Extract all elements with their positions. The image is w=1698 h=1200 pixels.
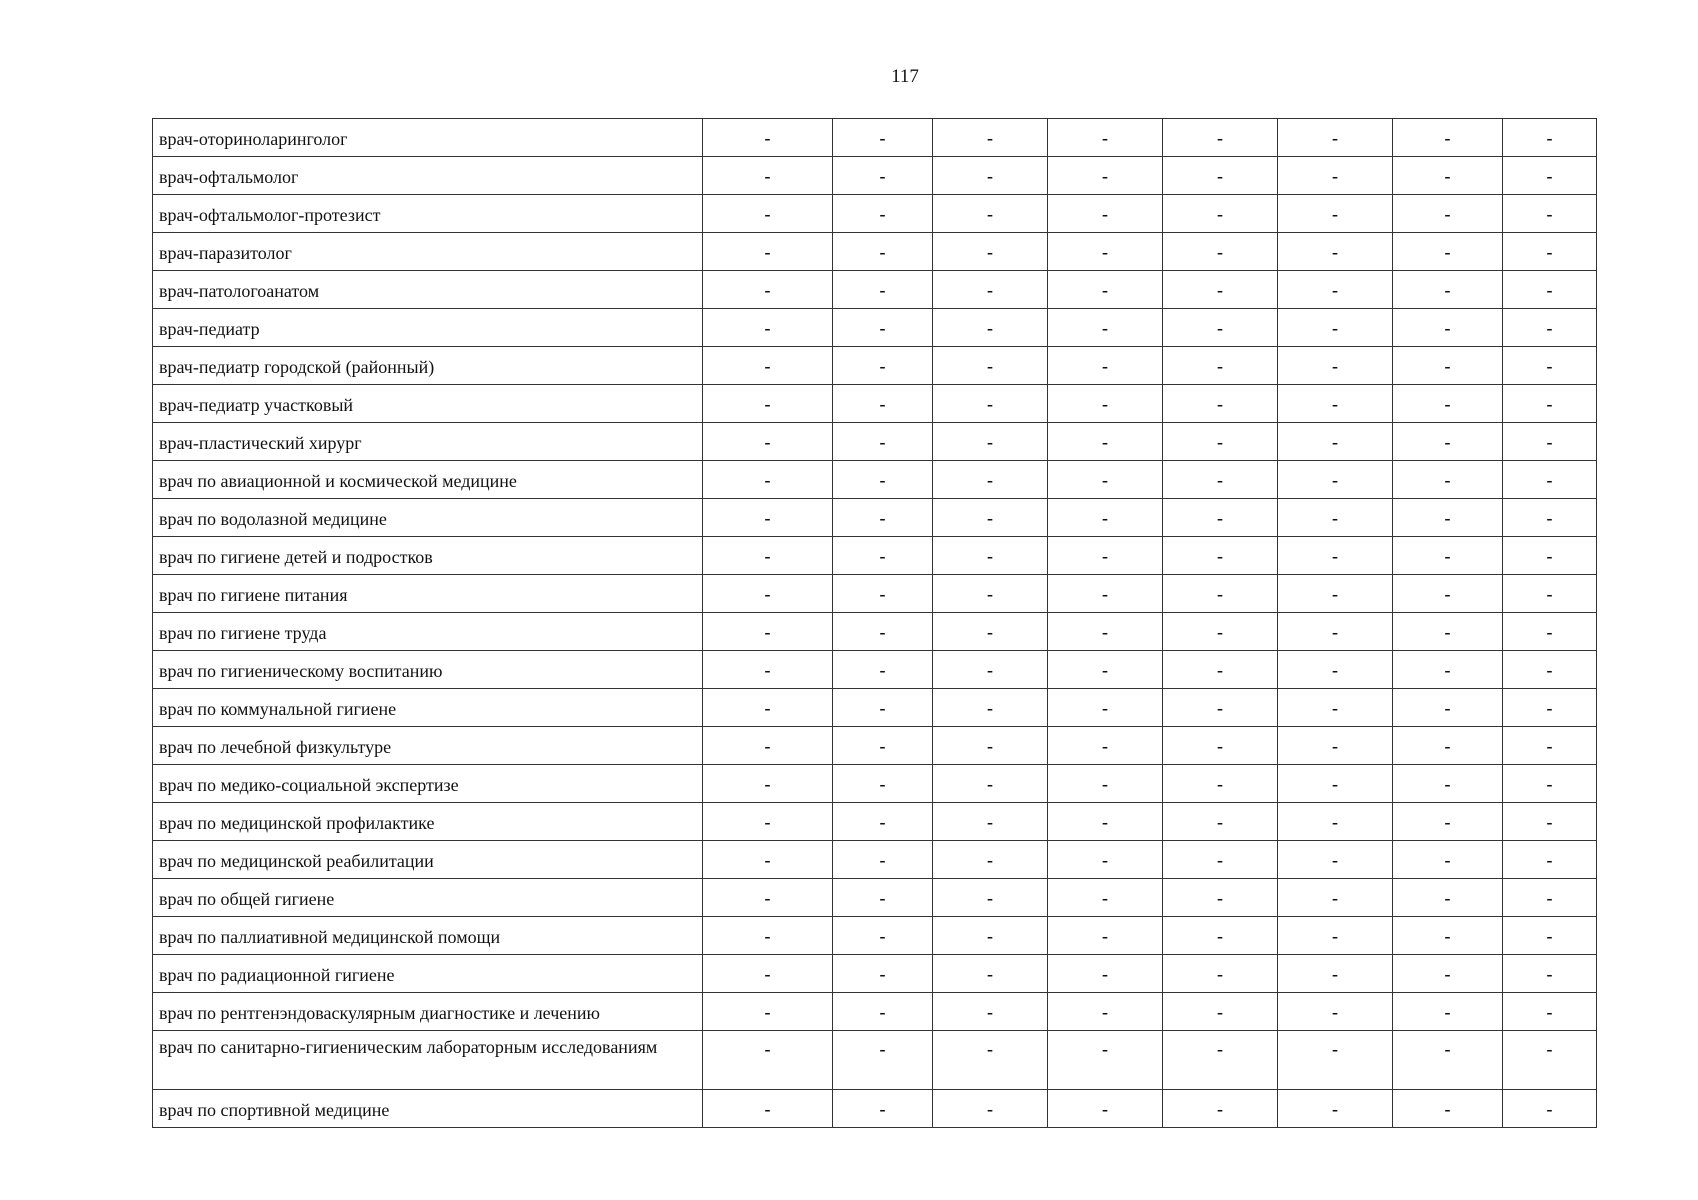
value-cell: -	[1278, 727, 1393, 765]
row-name-cell: врач по рентгенэндоваскулярным диагностике и лечению	[153, 993, 703, 1031]
value-cell: -	[1048, 765, 1163, 803]
value-cell: -	[933, 347, 1048, 385]
table-row	[153, 347, 1597, 385]
value-cell: -	[1278, 233, 1393, 271]
value-cell: -	[1503, 233, 1597, 271]
value-cell: -	[1503, 765, 1597, 803]
row-name-cell: врач по гигиеническому воспитанию	[153, 651, 703, 689]
value-cell: -	[1503, 537, 1597, 575]
value-cell: -	[933, 461, 1048, 499]
value-cell: -	[1503, 879, 1597, 917]
value-cell: -	[1048, 803, 1163, 841]
value-cell: -	[1503, 423, 1597, 461]
table-row	[153, 195, 1597, 233]
row-name-cell: врач-офтальмолог	[153, 157, 703, 195]
row-name-cell: врач по коммунальной гигиене	[153, 689, 703, 727]
value-cell: -	[1278, 955, 1393, 993]
value-cell: -	[1163, 765, 1278, 803]
value-cell: -	[1163, 233, 1278, 271]
value-cell: -	[1048, 955, 1163, 993]
value-cell: -	[933, 157, 1048, 195]
value-cell: -	[833, 917, 933, 955]
row-name-cell: врач по гигиене детей и подростков	[153, 537, 703, 575]
table-row	[153, 423, 1597, 461]
table-row	[153, 385, 1597, 423]
value-cell: -	[1393, 651, 1503, 689]
value-cell: -	[833, 955, 933, 993]
value-cell: -	[1393, 955, 1503, 993]
value-cell: -	[833, 993, 933, 1031]
value-cell: -	[1503, 157, 1597, 195]
value-cell: -	[1393, 309, 1503, 347]
value-cell: -	[703, 689, 833, 727]
value-cell: -	[1503, 1090, 1597, 1128]
value-cell: -	[1278, 347, 1393, 385]
table-row	[153, 917, 1597, 955]
value-cell: -	[1048, 689, 1163, 727]
table-row	[153, 271, 1597, 309]
value-cell: -	[703, 157, 833, 195]
value-cell: -	[833, 879, 933, 917]
value-cell: -	[933, 271, 1048, 309]
value-cell: -	[933, 1031, 1048, 1090]
value-cell: -	[1163, 879, 1278, 917]
row-name-cell: врач по водолазной медицине	[153, 499, 703, 537]
value-cell: -	[1163, 347, 1278, 385]
value-cell: -	[1393, 803, 1503, 841]
value-cell: -	[703, 613, 833, 651]
value-cell: -	[833, 423, 933, 461]
value-cell: -	[1503, 651, 1597, 689]
row-name-cell: врач по медико-социальной экспертизе	[153, 765, 703, 803]
value-cell: -	[933, 423, 1048, 461]
value-cell: -	[833, 233, 933, 271]
value-cell: -	[933, 841, 1048, 879]
value-cell: -	[703, 385, 833, 423]
value-cell: -	[1278, 195, 1393, 233]
value-cell: -	[1503, 1031, 1597, 1090]
value-cell: -	[1278, 271, 1393, 309]
value-cell: -	[833, 765, 933, 803]
value-cell: -	[1048, 917, 1163, 955]
value-cell: -	[703, 955, 833, 993]
value-cell: -	[833, 271, 933, 309]
value-cell: -	[1048, 385, 1163, 423]
value-cell: -	[1163, 309, 1278, 347]
value-cell: -	[933, 499, 1048, 537]
specialties-table	[152, 118, 1597, 1128]
value-cell: -	[1393, 271, 1503, 309]
value-cell: -	[1163, 841, 1278, 879]
value-cell: -	[1048, 1031, 1163, 1090]
value-cell: -	[1278, 651, 1393, 689]
value-cell: -	[1393, 917, 1503, 955]
table-row	[153, 1031, 1597, 1090]
value-cell: -	[1278, 461, 1393, 499]
value-cell: -	[833, 727, 933, 765]
value-cell: -	[933, 385, 1048, 423]
value-cell: -	[1393, 119, 1503, 157]
value-cell: -	[1503, 803, 1597, 841]
value-cell: -	[1503, 575, 1597, 613]
value-cell: -	[703, 651, 833, 689]
value-cell: -	[833, 499, 933, 537]
value-cell: -	[833, 537, 933, 575]
value-cell: -	[1163, 803, 1278, 841]
table-row	[153, 765, 1597, 803]
table-row	[153, 499, 1597, 537]
page-number: 117	[891, 66, 919, 87]
value-cell: -	[1278, 1031, 1393, 1090]
value-cell: -	[1393, 461, 1503, 499]
value-cell: -	[1393, 537, 1503, 575]
value-cell: -	[1503, 613, 1597, 651]
value-cell: -	[703, 119, 833, 157]
value-cell: -	[1278, 385, 1393, 423]
value-cell: -	[1163, 575, 1278, 613]
value-cell: -	[1048, 119, 1163, 157]
value-cell: -	[933, 309, 1048, 347]
value-cell: -	[703, 1031, 833, 1090]
value-cell: -	[1503, 727, 1597, 765]
value-cell: -	[1278, 917, 1393, 955]
value-cell: -	[1163, 499, 1278, 537]
value-cell: -	[703, 917, 833, 955]
value-cell: -	[1163, 955, 1278, 993]
value-cell: -	[1048, 537, 1163, 575]
value-cell: -	[833, 689, 933, 727]
value-cell: -	[933, 955, 1048, 993]
value-cell: -	[1048, 271, 1163, 309]
value-cell: -	[1278, 841, 1393, 879]
value-cell: -	[833, 157, 933, 195]
value-cell: -	[1163, 271, 1278, 309]
table-row	[153, 955, 1597, 993]
value-cell: -	[703, 271, 833, 309]
value-cell: -	[1393, 993, 1503, 1031]
value-cell: -	[1503, 461, 1597, 499]
value-cell: -	[1393, 1090, 1503, 1128]
value-cell: -	[1503, 309, 1597, 347]
value-cell: -	[1048, 423, 1163, 461]
value-cell: -	[703, 537, 833, 575]
value-cell: -	[933, 689, 1048, 727]
value-cell: -	[1278, 119, 1393, 157]
value-cell: -	[933, 233, 1048, 271]
value-cell: -	[1393, 385, 1503, 423]
value-cell: -	[1393, 499, 1503, 537]
table-row	[153, 727, 1597, 765]
row-name-cell: врач по медицинской профилактике	[153, 803, 703, 841]
value-cell: -	[703, 347, 833, 385]
row-name-cell: врач по гигиене питания	[153, 575, 703, 613]
table-body	[153, 119, 1597, 1128]
value-cell: -	[933, 537, 1048, 575]
value-cell: -	[703, 309, 833, 347]
value-cell: -	[1163, 157, 1278, 195]
value-cell: -	[933, 879, 1048, 917]
value-cell: -	[1393, 575, 1503, 613]
table-row	[153, 537, 1597, 575]
value-cell: -	[703, 423, 833, 461]
value-cell: -	[1163, 423, 1278, 461]
value-cell: -	[1393, 233, 1503, 271]
value-cell: -	[933, 119, 1048, 157]
value-cell: -	[1503, 119, 1597, 157]
value-cell: -	[833, 119, 933, 157]
value-cell: -	[1393, 195, 1503, 233]
value-cell: -	[833, 1031, 933, 1090]
value-cell: -	[703, 575, 833, 613]
table-row	[153, 689, 1597, 727]
row-name-cell: врач-оториноларинголог	[153, 119, 703, 157]
value-cell: -	[833, 575, 933, 613]
value-cell: -	[703, 233, 833, 271]
value-cell: -	[1393, 727, 1503, 765]
value-cell: -	[1163, 651, 1278, 689]
value-cell: -	[703, 1090, 833, 1128]
value-cell: -	[1048, 195, 1163, 233]
value-cell: -	[1163, 195, 1278, 233]
value-cell: -	[1278, 309, 1393, 347]
value-cell: -	[1278, 993, 1393, 1031]
value-cell: -	[833, 1090, 933, 1128]
row-name-cell: врач-патологоанатом	[153, 271, 703, 309]
row-name-cell: врач-офтальмолог-протезист	[153, 195, 703, 233]
value-cell: -	[1048, 499, 1163, 537]
row-name-cell: врач-педиатр городской (районный)	[153, 347, 703, 385]
value-cell: -	[833, 309, 933, 347]
value-cell: -	[1503, 917, 1597, 955]
value-cell: -	[833, 841, 933, 879]
value-cell: -	[833, 461, 933, 499]
value-cell: -	[1048, 651, 1163, 689]
value-cell: -	[1048, 461, 1163, 499]
table-row	[153, 803, 1597, 841]
value-cell: -	[1048, 309, 1163, 347]
value-cell: -	[1048, 233, 1163, 271]
table-row	[153, 461, 1597, 499]
table-row	[153, 841, 1597, 879]
value-cell: -	[1393, 613, 1503, 651]
value-cell: -	[933, 993, 1048, 1031]
value-cell: -	[1048, 613, 1163, 651]
row-name-cell: врач-педиатр	[153, 309, 703, 347]
table-row	[153, 575, 1597, 613]
value-cell: -	[1278, 157, 1393, 195]
value-cell: -	[1163, 689, 1278, 727]
value-cell: -	[1503, 955, 1597, 993]
value-cell: -	[703, 727, 833, 765]
value-cell: -	[1503, 347, 1597, 385]
value-cell: -	[1278, 575, 1393, 613]
value-cell: -	[1393, 841, 1503, 879]
value-cell: -	[1278, 765, 1393, 803]
table-row	[153, 233, 1597, 271]
value-cell: -	[933, 803, 1048, 841]
value-cell: -	[933, 917, 1048, 955]
value-cell: -	[703, 879, 833, 917]
value-cell: -	[1163, 917, 1278, 955]
row-name-cell: врач по паллиативной медицинской помощи	[153, 917, 703, 955]
value-cell: -	[1048, 347, 1163, 385]
value-cell: -	[1163, 119, 1278, 157]
value-cell: -	[1503, 689, 1597, 727]
value-cell: -	[1278, 499, 1393, 537]
row-name-cell: врач-пластический хирург	[153, 423, 703, 461]
row-name-cell: врач по медицинской реабилитации	[153, 841, 703, 879]
value-cell: -	[1278, 537, 1393, 575]
row-name-cell: врач-паразитолог	[153, 233, 703, 271]
value-cell: -	[833, 385, 933, 423]
value-cell: -	[933, 651, 1048, 689]
value-cell: -	[1503, 499, 1597, 537]
value-cell: -	[1503, 271, 1597, 309]
row-name-cell: врач-педиатр участковый	[153, 385, 703, 423]
value-cell: -	[1393, 689, 1503, 727]
value-cell: -	[933, 613, 1048, 651]
value-cell: -	[1278, 423, 1393, 461]
value-cell: -	[833, 347, 933, 385]
value-cell: -	[833, 803, 933, 841]
value-cell: -	[703, 499, 833, 537]
value-cell: -	[1393, 423, 1503, 461]
table-row	[153, 613, 1597, 651]
value-cell: -	[1163, 537, 1278, 575]
value-cell: -	[933, 727, 1048, 765]
row-name-cell: врач по гигиене труда	[153, 613, 703, 651]
value-cell: -	[1163, 727, 1278, 765]
value-cell: -	[933, 575, 1048, 613]
value-cell: -	[1278, 803, 1393, 841]
value-cell: -	[1048, 157, 1163, 195]
value-cell: -	[1503, 385, 1597, 423]
table-row	[153, 119, 1597, 157]
value-cell: -	[933, 765, 1048, 803]
value-cell: -	[1393, 1031, 1503, 1090]
value-cell: -	[1048, 575, 1163, 613]
value-cell: -	[1393, 879, 1503, 917]
row-name-cell: врач по спортивной медицине	[153, 1090, 703, 1128]
value-cell: -	[1048, 1090, 1163, 1128]
value-cell: -	[1048, 993, 1163, 1031]
value-cell: -	[933, 195, 1048, 233]
row-name-cell: врач по санитарно-гигиеническим лабораторным исследованиям	[153, 1031, 703, 1090]
table-row	[153, 651, 1597, 689]
table-row	[153, 993, 1597, 1031]
value-cell: -	[1048, 841, 1163, 879]
value-cell: -	[703, 993, 833, 1031]
value-cell: -	[703, 461, 833, 499]
value-cell: -	[1393, 765, 1503, 803]
value-cell: -	[1278, 613, 1393, 651]
value-cell: -	[703, 195, 833, 233]
value-cell: -	[1163, 1031, 1278, 1090]
table-row	[153, 879, 1597, 917]
value-cell: -	[1163, 1090, 1278, 1128]
value-cell: -	[1278, 1090, 1393, 1128]
value-cell: -	[1278, 879, 1393, 917]
value-cell: -	[933, 1090, 1048, 1128]
row-name-cell: врач по авиационной и космической медицине	[153, 461, 703, 499]
value-cell: -	[703, 765, 833, 803]
row-name-cell: врач по радиационной гигиене	[153, 955, 703, 993]
row-name-cell: врач по лечебной физкультуре	[153, 727, 703, 765]
value-cell: -	[1393, 157, 1503, 195]
value-cell: -	[1163, 461, 1278, 499]
value-cell: -	[1503, 841, 1597, 879]
value-cell: -	[703, 841, 833, 879]
value-cell: -	[1163, 613, 1278, 651]
value-cell: -	[1163, 993, 1278, 1031]
value-cell: -	[1048, 727, 1163, 765]
value-cell: -	[833, 195, 933, 233]
table-row	[153, 157, 1597, 195]
value-cell: -	[833, 651, 933, 689]
value-cell: -	[1503, 993, 1597, 1031]
table-row	[153, 309, 1597, 347]
table-row	[153, 1090, 1597, 1128]
value-cell: -	[1503, 195, 1597, 233]
value-cell: -	[703, 803, 833, 841]
value-cell: -	[1278, 689, 1393, 727]
value-cell: -	[833, 613, 933, 651]
value-cell: -	[1393, 347, 1503, 385]
value-cell: -	[1163, 385, 1278, 423]
row-name-cell: врач по общей гигиене	[153, 879, 703, 917]
value-cell: -	[1048, 879, 1163, 917]
